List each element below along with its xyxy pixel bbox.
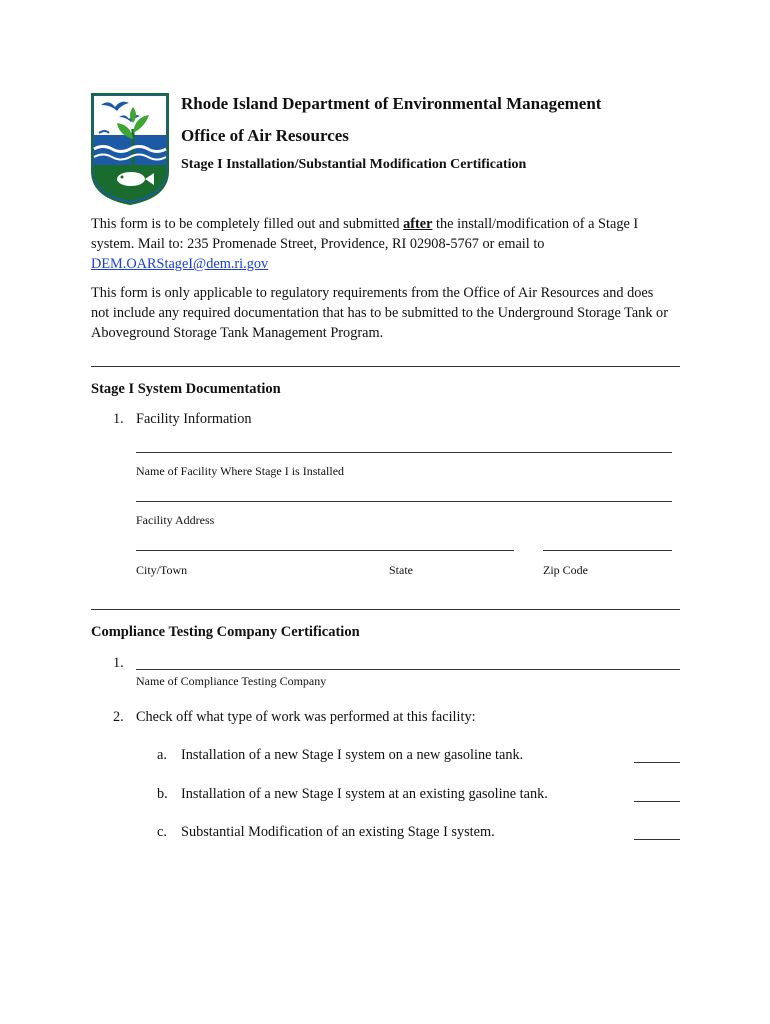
emphasis-after: after bbox=[403, 216, 433, 232]
city-caption: City/Town bbox=[136, 563, 188, 577]
form-title: Stage I Installation/Substantial Modification Certification bbox=[181, 157, 527, 172]
section-title-stage-i: Stage I System Documentation bbox=[91, 381, 281, 397]
org-name: Rhode Island Department of Environmental Management bbox=[181, 94, 602, 113]
company-name-field[interactable] bbox=[136, 669, 680, 670]
option-letter: a. bbox=[157, 747, 167, 763]
facility-name-field[interactable] bbox=[136, 452, 672, 453]
ri-dem-logo bbox=[91, 93, 169, 205]
section-title-compliance: Compliance Testing Company Certification bbox=[91, 624, 360, 640]
work-type-question: Check off what type of work was performed at this facility: bbox=[136, 709, 476, 725]
intro-paragraph bbox=[91, 214, 691, 274]
intro-line-2: system. Mail to: 235 Promenade Street, Providence, RI 02908-5767 or email to bbox=[91, 236, 545, 252]
divider bbox=[91, 366, 680, 367]
divider bbox=[91, 609, 680, 610]
option-letter: b. bbox=[157, 786, 168, 802]
option-a-checkline[interactable] bbox=[634, 762, 680, 763]
item-number: 1. bbox=[113, 655, 124, 671]
applicability-paragraph: This form is only applicable to regulatory requirements from the Office of Air Resources and does not include any required documentation that has to be submitted to the Underground Storage Tank or Aboveground Storage Tank Management Program. bbox=[91, 285, 668, 341]
zip-caption: Zip Code bbox=[543, 563, 588, 577]
option-text: Installation of a new Stage I system on a new gasoline tank. bbox=[181, 747, 524, 763]
city-state-field[interactable] bbox=[136, 550, 514, 551]
zip-code-field[interactable] bbox=[543, 550, 672, 551]
item-number: 2. bbox=[113, 709, 124, 725]
intro-line-1: This form is to be completely filled out and submitted after the install/modification of a Stage I bbox=[91, 216, 639, 232]
email-link[interactable]: DEM.OARStageI@dem.ri.gov bbox=[91, 256, 269, 272]
item-number: 1. bbox=[113, 411, 124, 427]
company-caption: Name of Compliance Testing Company bbox=[136, 674, 327, 688]
option-letter: c. bbox=[157, 824, 167, 840]
option-text: Substantial Modification of an existing Stage I system. bbox=[181, 824, 495, 840]
facility-address-field[interactable] bbox=[136, 501, 672, 502]
office-name: Office of Air Resources bbox=[181, 126, 349, 145]
option-text: Installation of a new Stage I system at an existing gasoline tank. bbox=[181, 786, 548, 802]
facility-name-caption: Name of Facility Where Stage I is Installed bbox=[136, 464, 345, 478]
option-b-checkline[interactable] bbox=[634, 801, 680, 802]
facility-information-label: Facility Information bbox=[136, 411, 252, 427]
facility-address-caption: Facility Address bbox=[136, 513, 215, 527]
state-caption: State bbox=[389, 563, 413, 577]
option-c-checkline[interactable] bbox=[634, 839, 680, 840]
